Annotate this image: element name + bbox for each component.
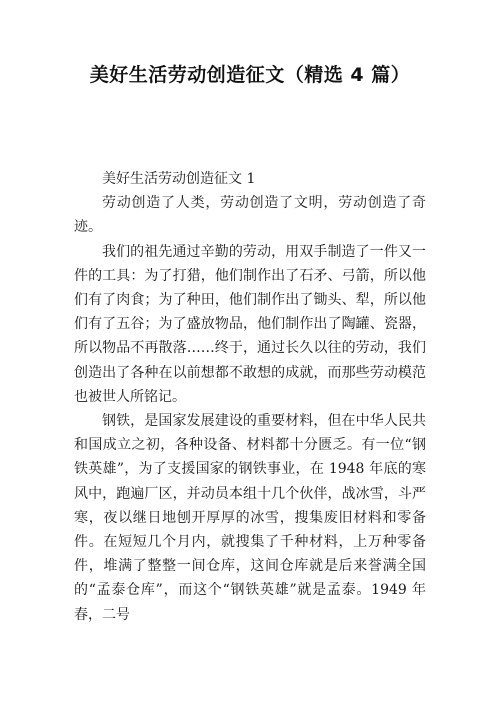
document-body [74, 167, 426, 627]
document-title: 美好生活劳动创造征文（精选 4 篇） [89, 64, 411, 86]
paragraph-2: 我们的祖先通过辛勤的劳动，用双手制造了一件又一件的工具：为了打猎，他们制作出了石矛、弓箭，所以他们有了肉食；为了种田，他们制作出了锄头、犁，所以他们有了五谷；为了盛放物品，他们制作出了陶罐、瓷器，所以物品不再散落……终于，通过长久以往的劳动，我们创造出了各种在以前想都不敢想的成就，而那些劳动模范也被世人所铭记。 [74, 243, 426, 405]
section-heading: 美好生活劳动创造征文 1 [102, 171, 256, 187]
paragraph-1: 劳动创造了人类，劳动创造了文明，劳动创造了奇迹。 [74, 195, 426, 236]
paragraph-3: 钢铁，是国家发展建设的重要材料，但在中华人民共和国成立之初，各种设备、材料都十分匮乏。有一位“钢铁英雄”，为了支援国家的钢铁事业，在 1948 年底的寒风中，跑遍厂区，并动员本组十几个伙伴，战冰雪，斗严寒，夜以继日地刨开厚厚的冰雪，搜集废旧材料和零备件。在短短几个月内，就搜集了千种材料，上万种零备件，堆满了整整一间仓库，这间仓库就是后来誉满全国的“孟泰仓库”，而这个“钢铁英雄”就是孟泰。1949 年春，二号 [74, 413, 426, 623]
